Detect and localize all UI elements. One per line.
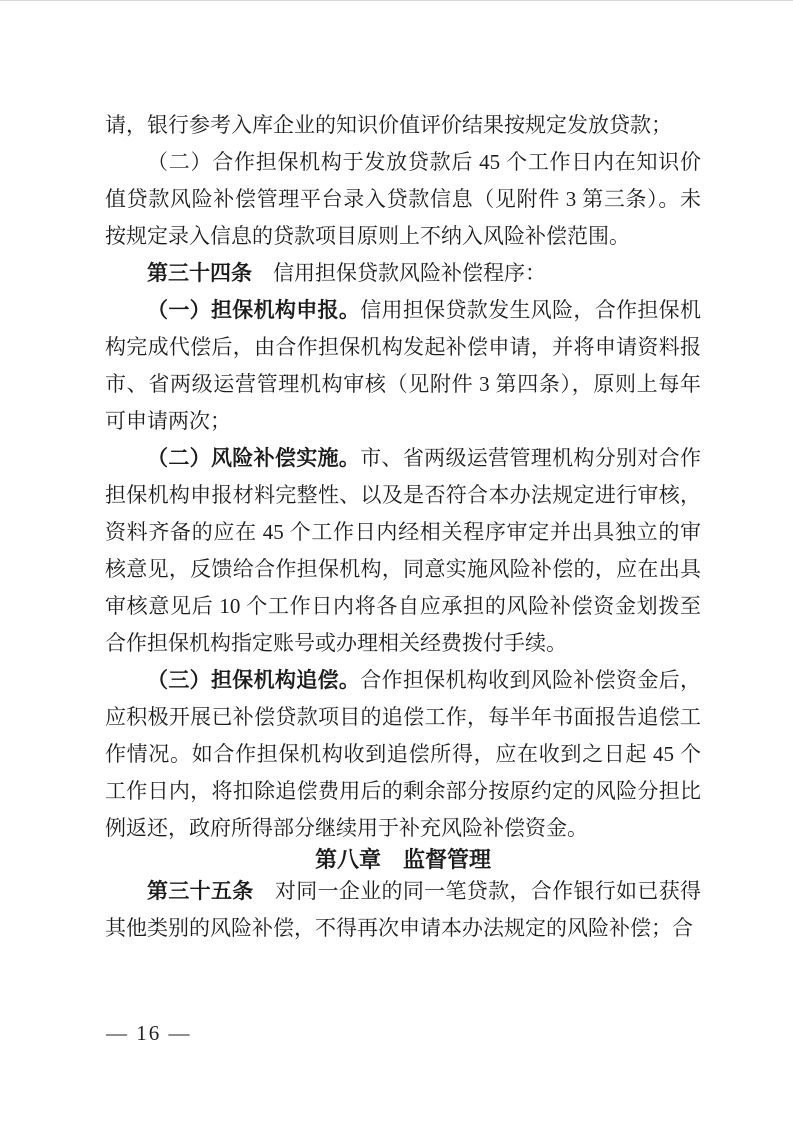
paragraph-item-2-loan-entry [105,144,701,255]
item-2-implementation-label: （二）风险补偿实施。 [147,447,361,470]
chapter-heading: 第八章 监督管理 [314,847,491,872]
paragraph-text: 合作担保机构收到风险补偿资金后，应积极开展已补偿贷款项目的追偿工作，每半年书面报告追偿工作情况。如合作担保机构收到追偿所得，应在收到之日起 45 个工作日内，将扣除追偿费用后的剩余部分按原约定的风险分担比例返还，政府所得部分继续用于补充风险补偿资金。 [105,668,702,840]
paragraph-text: 信用担保贷款发生风险，合作担保机构完成代偿后，由合作担保机构发起补偿申请，并将申请资料报市、省两级运营管理机构审核（见附件 3 第四条），原则上每年可申请两次； [105,298,702,433]
item-1-declaration-label: （一）担保机构申报。 [147,299,361,322]
paragraph-text: （二）合作担保机构于发放贷款后 45 个工作日内在知识价值贷款风险补偿管理平台录入贷款信息（见附件 3 第三条）。未按规定录入信息的贷款项目原则上不纳入风险补偿范围。 [105,150,701,248]
paragraph-text: 市、省两级运营管理机构分别对合作担保机构申报材料完整性、以及是否符合本办法规定进行审核，资料齐备的应在 45 个工作日内经相关程序审定并出具独立的审核意见，反馈给合作担保机构，同意实施风险补偿的，应在出具审核意见后 10 个工作日内将各自应承担的风险补偿资金划拨至合作担保机构指定账号或办理相关经费拨付手续。 [105,446,702,655]
page-number: — 16 — [106,1021,192,1045]
paragraph-item-2-implementation [105,440,701,662]
article-35-label: 第三十五条 [147,880,254,903]
page-top-edge [0,0,793,1]
document-body [105,107,701,947]
paragraph-item-1-declaration [105,292,701,440]
paragraph-text: 对同一企业的同一笔贷款，合作银行如已获得其他类别的风险补偿，不得再次申请本办法规定的风险补偿；合 [105,879,702,940]
article-34-label: 第三十四条 [147,262,252,285]
paragraph-item-3-recovery [105,662,701,847]
paragraph-text: 信用担保贷款风险补偿程序： [252,261,546,285]
paragraph-text: 请，银行参考入库企业的知识价值评价结果按规定发放贷款； [105,113,672,137]
paragraph-article-34 [105,255,701,292]
paragraph-article-35 [105,873,701,947]
item-3-recovery-label: （三）担保机构追偿。 [147,669,361,692]
paragraph-continuation [105,107,701,144]
